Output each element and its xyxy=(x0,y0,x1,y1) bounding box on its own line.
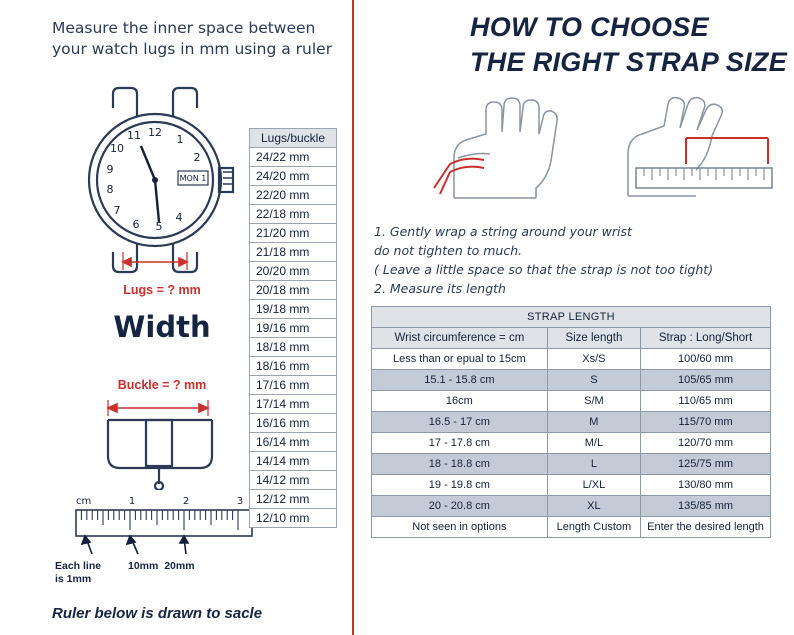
svg-text:2: 2 xyxy=(182,496,190,507)
table-row xyxy=(372,370,771,391)
instruction-steps xyxy=(374,222,774,298)
strap-length-title: STRAP LENGTH xyxy=(372,307,771,328)
svg-text:1: 1 xyxy=(176,133,184,146)
cell-strap: 115/70 mm xyxy=(641,412,771,433)
cell-size: L/XL xyxy=(547,475,640,496)
table-header-row xyxy=(372,328,771,349)
cell-wrist: 16.5 - 17 cm xyxy=(372,412,548,433)
list-item[interactable]: 16/14 mm xyxy=(249,433,337,452)
list-item[interactable]: 19/16 mm xyxy=(249,319,337,338)
list-item[interactable]: 14/12 mm xyxy=(249,471,337,490)
step-1-note: ( Leave a little space so that the strap is not too tight) xyxy=(374,262,714,277)
cell-size: L xyxy=(547,454,640,475)
svg-text:6: 6 xyxy=(132,218,140,231)
table-row xyxy=(372,391,771,412)
ruler-note-10mm: 10mm xyxy=(128,560,159,572)
step-2: 2. Measure its length xyxy=(374,281,506,296)
cell-wrist: 17 - 17.8 cm xyxy=(372,433,548,454)
cell-strap: 120/70 mm xyxy=(641,433,771,454)
column-header-size: Size length xyxy=(547,328,640,349)
list-item[interactable]: 17/14 mm xyxy=(249,395,337,414)
table-row xyxy=(372,496,771,517)
step-1: 1. Gently wrap a string around your wrist xyxy=(374,224,632,239)
table-title-row xyxy=(372,307,771,328)
table-row xyxy=(372,454,771,475)
list-item[interactable]: 21/18 mm xyxy=(249,243,337,262)
column-header-strap: Strap : Long/Short xyxy=(641,328,771,349)
cell-wrist: 20 - 20.8 cm xyxy=(372,496,548,517)
cell-strap: 135/85 mm xyxy=(641,496,771,517)
page-title-line2: THE RIGHT STRAP SIZE xyxy=(470,47,788,77)
scale-note: Ruler below is drawn to sacle xyxy=(52,605,263,622)
cell-size: M xyxy=(547,412,640,433)
svg-text:8: 8 xyxy=(106,183,114,196)
ruler-note-each-line xyxy=(55,560,101,586)
svg-text:5: 5 xyxy=(155,220,163,233)
cell-wrist: 18 - 18.8 cm xyxy=(372,454,548,475)
cell-wrist: Not seen in options xyxy=(372,517,548,538)
width-title: Width xyxy=(113,310,211,344)
list-item[interactable]: 24/20 mm xyxy=(249,167,337,186)
ruler-unit-label: cm xyxy=(76,496,92,507)
column-header-wrist: Wrist circumference = cm xyxy=(372,328,548,349)
list-item[interactable]: 18/16 mm xyxy=(249,357,337,376)
ruler-note-line2: is 1mm xyxy=(55,573,92,585)
cell-size: S xyxy=(547,370,640,391)
vertical-divider xyxy=(352,0,354,635)
buckle-illustration xyxy=(80,398,240,490)
list-item[interactable]: 22/20 mm xyxy=(249,186,337,205)
list-item[interactable]: 12/10 mm xyxy=(249,509,337,528)
cell-size: S/M xyxy=(547,391,640,412)
table-row xyxy=(372,349,771,370)
svg-text:7: 7 xyxy=(113,204,121,217)
cell-strap: 125/75 mm xyxy=(641,454,771,475)
svg-text:11: 11 xyxy=(127,129,141,142)
list-item[interactable]: 17/16 mm xyxy=(249,376,337,395)
svg-text:3: 3 xyxy=(236,496,244,507)
list-item[interactable]: 20/20 mm xyxy=(249,262,337,281)
list-item[interactable]: 21/20 mm xyxy=(249,224,337,243)
list-item[interactable]: 20/18 mm xyxy=(249,281,337,300)
page-title-line1: HOW TO CHOOSE xyxy=(470,12,709,42)
svg-text:1: 1 xyxy=(128,496,136,507)
strap-length-table xyxy=(371,306,771,538)
cell-wrist: 16cm xyxy=(372,391,548,412)
cell-strap: 110/65 mm xyxy=(641,391,771,412)
lugs-buckle-list xyxy=(249,128,337,528)
cell-strap: 130/80 mm xyxy=(641,475,771,496)
list-item[interactable]: 24/22 mm xyxy=(249,148,337,167)
step-1-cont: do not tighten to much. xyxy=(374,243,523,258)
lugs-measure-label: Lugs = ? mm xyxy=(123,283,201,297)
watch-illustration xyxy=(55,80,255,280)
list-item[interactable]: 12/12 mm xyxy=(249,490,337,509)
cell-size: Length Custom xyxy=(547,517,640,538)
table-row xyxy=(372,412,771,433)
cell-wrist: Less than or epual to 15cm xyxy=(372,349,548,370)
svg-text:4: 4 xyxy=(175,211,183,224)
lugs-list-header: Lugs/buckle xyxy=(249,128,337,148)
svg-text:2: 2 xyxy=(193,151,201,164)
cell-size: Xs/S xyxy=(547,349,640,370)
ruler-note-line1: Each line xyxy=(55,560,102,572)
list-item[interactable]: 16/16 mm xyxy=(249,414,337,433)
watch-date-window: MON 1 xyxy=(179,174,207,183)
list-item[interactable]: 19/18 mm xyxy=(249,300,337,319)
table-row xyxy=(372,475,771,496)
wrist-measure-illustration xyxy=(400,92,782,207)
svg-text:9: 9 xyxy=(106,163,114,176)
cell-size: XL xyxy=(547,496,640,517)
svg-text:10: 10 xyxy=(110,142,124,155)
cell-strap: 100/60 mm xyxy=(641,349,771,370)
list-item[interactable]: 14/14 mm xyxy=(249,452,337,471)
left-heading: Measure the inner space between your watch lugs in mm using a ruler xyxy=(52,19,333,58)
cell-strap: Enter the desired length xyxy=(641,517,771,538)
list-item[interactable]: 22/18 mm xyxy=(249,205,337,224)
list-item[interactable]: 18/18 mm xyxy=(249,338,337,357)
cell-size: M/L xyxy=(547,433,640,454)
cell-wrist: 19 - 19.8 cm xyxy=(372,475,548,496)
cell-strap: 105/65 mm xyxy=(641,370,771,391)
ruler-note-20mm: 20mm xyxy=(164,560,195,572)
buckle-measure-label: Buckle = ? mm xyxy=(117,378,207,392)
svg-text:12: 12 xyxy=(148,126,162,139)
ruler-note-mm xyxy=(128,560,195,573)
table-row xyxy=(372,433,771,454)
table-row xyxy=(372,517,771,538)
cell-wrist: 15.1 - 15.8 cm xyxy=(372,370,548,391)
